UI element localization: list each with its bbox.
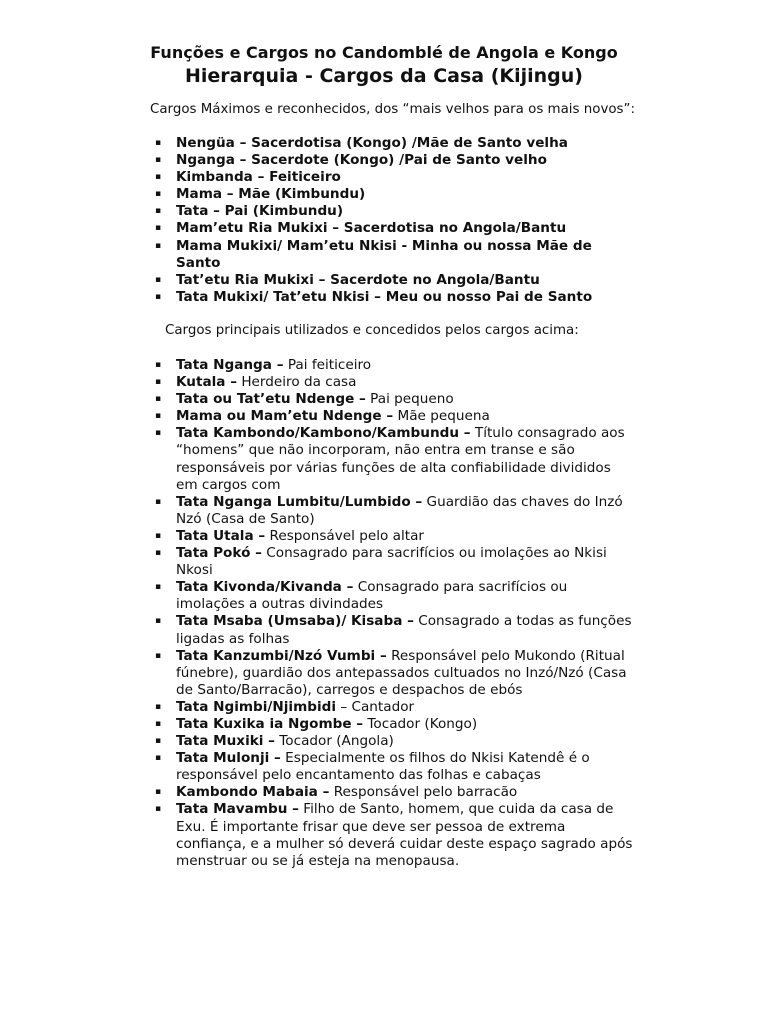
role-description: Responsável pelo barracão: [329, 784, 518, 801]
role-description: – Cantador: [336, 698, 415, 715]
role-description: Consagrado para sacrifícios ou imolações a outras divindades: [176, 579, 568, 613]
document-subtitle: Hierarquia - Cargos da Casa (Kijingu): [185, 65, 583, 87]
role-term: Tata Kuxika ia Ngombe –: [176, 715, 364, 732]
role-description: Mãe pequena: [393, 408, 490, 425]
intro-paragraph-max-roles: Cargos Máximos e reconhecidos, dos “mais velhos para os mais novos”:: [150, 102, 635, 117]
role-description: Guardião das chaves do Inzó Nzó (Casa de Santo): [176, 493, 623, 527]
list-item: [155, 699, 635, 716]
role-term: Tata Kambondo/Kambono/Kambundu –: [176, 425, 471, 442]
list-item: ▪ Tata – Pai (Kimbundu): [155, 203, 635, 220]
role-description: Pai pequeno: [365, 391, 454, 408]
role-term: Tata ou Tat’etu Ndenge –: [176, 391, 366, 408]
role-term: Tata Msaba (Umsaba)/ Kisaba –: [176, 613, 414, 630]
list-item: [155, 801, 635, 869]
role-description: Pai feiticeiro: [283, 357, 372, 373]
role-term: Tata Mavambu –: [176, 801, 299, 818]
list-item: [155, 391, 635, 408]
role-description: Especialmente os filhos do Nkisi Katendê é o responsável pelo encantamento das folhas e cabaças: [176, 750, 590, 784]
role-term: Tata Nganga Lumbitu/Lumbido –: [176, 493, 423, 510]
list-item: ▪ Mam’etu Ria Mukixi – Sacerdotisa no Angola/Bantu: [155, 220, 635, 237]
list-item: [155, 579, 635, 613]
main-roles-list: [155, 357, 635, 870]
role-term: Kutala –: [176, 374, 238, 391]
list-item: ▪ Nganga – Sacerdote (Kongo) /Pai de Santo velho: [155, 152, 635, 169]
intro-paragraph-main-roles: Cargos principais utilizados e concedidos pelos cargos acima:: [165, 323, 579, 338]
role-description: Filho de Santo, homem, que cuida da casa de Exu. É importante frisar que deve ser pessoa de extrema confiança, e a mulher só deverá cuidar deste espaço sagrado após menstruar ou se já esteja na menopausa.: [176, 801, 633, 869]
list-item: [155, 494, 635, 528]
list-item: [155, 528, 635, 545]
role-description: Título consagrado aos “homens” que não incorporam, não entra em transe e são responsáveis por várias funções de alta confiabilidade divididos em cargos com: [176, 425, 625, 493]
list-item: [155, 733, 635, 750]
role-term: Tata Pokó –: [176, 545, 262, 562]
role-term: Kambondo Mabaia –: [176, 784, 330, 801]
list-item: ▪ Nengüa – Sacerdotisa (Kongo) /Mãe de Santo velha: [155, 135, 635, 152]
role-description: Consagrado a todas as funções ligadas as folhas: [176, 613, 632, 647]
list-item: ▪ Kimbanda – Feiticeiro: [155, 169, 635, 186]
list-item: [155, 613, 635, 647]
list-item: [155, 374, 635, 391]
list-item: ▪ Tat’etu Ria Mukixi – Sacerdote no Angola/Bantu: [155, 272, 635, 289]
role-description: Consagrado para sacrifícios ou imolações ao Nkisi Nkosi: [176, 545, 607, 579]
list-item: [155, 648, 635, 699]
list-item: ▪ Tata Mukixi/ Tat’etu Nkisi – Meu ou nosso Pai de Santo: [155, 289, 635, 306]
list-item: [155, 784, 635, 801]
list-item: ▪ Mama Mukixi/ Mam’etu Nkisi - Minha ou nossa Mãe de Santo: [155, 238, 635, 272]
role-term: Tata Ngimbi/Njimbidi: [176, 698, 337, 715]
role-description: Tocador (Kongo): [363, 715, 478, 732]
role-description: Responsável pelo altar: [265, 527, 425, 544]
document-title: Funções e Cargos no Candomblé de Angola e Kongo: [150, 43, 618, 62]
max-roles-list: [155, 135, 635, 306]
role-description: Herdeiro da casa: [237, 374, 357, 391]
role-description: Tocador (Angola): [274, 733, 394, 750]
list-item: [155, 425, 635, 493]
role-description: Responsável pelo Mukondo (Ritual fúnebre), guardião dos antepassados cultuados no Inzó/Nzó (Casa de Santo/Barracão), carregos e despachos de ebós: [176, 647, 627, 698]
role-term: Tata Nganga –: [176, 357, 284, 373]
role-term: Mama ou Mam’etu Ndenge –: [176, 408, 394, 425]
list-item: ▪ Mama – Mãe (Kimbundu): [155, 186, 635, 203]
list-item: [155, 408, 635, 425]
role-term: Tata Mulonji –: [176, 750, 281, 767]
role-term: Tata Kivonda/Kivanda –: [176, 579, 354, 596]
list-item: [155, 357, 635, 374]
list-item: [155, 750, 635, 784]
list-item: [155, 545, 635, 579]
list-item: [155, 716, 635, 733]
role-term: Tata Kanzumbi/Nzó Vumbi –: [176, 647, 387, 664]
role-term: Tata Utala –: [176, 527, 266, 544]
role-term: Tata Muxiki –: [176, 733, 275, 750]
